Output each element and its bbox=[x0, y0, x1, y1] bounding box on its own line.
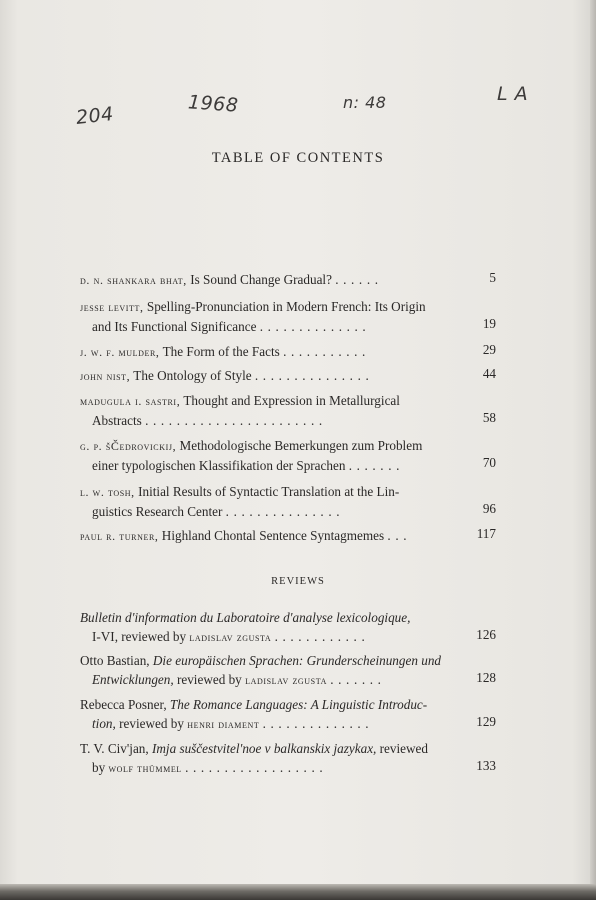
review-reviewer: henri diament bbox=[187, 717, 260, 731]
toc-title: Spelling-Pronunciation in Modern French: Its Origin bbox=[146, 299, 426, 314]
review-entry: Rebecca Posner, The Romance Languages: A Linguistic Introduc- tion, reviewed by henri diament .............. bbox=[80, 697, 428, 731]
reviews-heading: REVIEWS bbox=[271, 576, 325, 587]
handwritten-note: L A bbox=[497, 83, 529, 105]
toc-entry: jesse levitt, Spelling-Pronunciation in Modern French: Its Origin and Its Functional Significance .............. bbox=[80, 299, 426, 334]
toc-entry: j. w. f. mulder, The Form of the Facts ........... bbox=[80, 344, 370, 359]
toc-author: jesse levitt, bbox=[80, 300, 144, 314]
review-text: I-VI, reviewed by bbox=[92, 629, 187, 644]
toc-title-cont: Abstracts bbox=[92, 413, 142, 428]
page-edge bbox=[590, 0, 596, 900]
toc-author: g. p. šČedrovickij, bbox=[80, 439, 177, 453]
toc-title-cont: guistics Research Center bbox=[92, 504, 223, 519]
review-title: Die europäischen Sprachen: Grunderscheinungen und bbox=[152, 653, 442, 668]
page-title: TABLE OF CONTENTS bbox=[211, 150, 385, 166]
toc-title: Thought and Expression in Metallurgical bbox=[183, 393, 400, 408]
toc-title: Highland Chontal Sentence Syntagmemes bbox=[161, 528, 385, 543]
toc-entry: l. w. tosh, Initial Results of Syntactic Translation at the Lin- guistics Research Center ............... bbox=[80, 484, 400, 519]
review-page: 133 bbox=[476, 758, 496, 773]
review-author: Rebecca Posner, bbox=[80, 697, 167, 712]
review-reviewer: ladislav zgusta bbox=[189, 630, 272, 644]
review-text: reviewed by bbox=[119, 716, 184, 731]
toc-entry: g. p. šČedrovickij, Methodologische Bemerkungen zum Problem einer typologischen Klassifikation der Sprachen ....... bbox=[80, 438, 423, 473]
review-title: Imja suščestvitel'noe v balkanskix jazykax, bbox=[151, 741, 377, 756]
review-page: 126 bbox=[476, 627, 496, 642]
toc-page: 44 bbox=[482, 366, 496, 381]
review-reviewer: wolf thümmel bbox=[108, 761, 182, 775]
toc-title-cont: and Its Functional Significance bbox=[92, 319, 257, 334]
review-text: reviewed bbox=[379, 741, 428, 756]
review-entry: Bulletin d'information du Laboratoire d'analyse lexicologique, I-VI, reviewed by ladislav zgusta ............ bbox=[80, 608, 456, 647]
toc-title: The Ontology of Style bbox=[133, 368, 252, 383]
handwritten-note: 204 bbox=[74, 103, 115, 129]
toc-entry: paul r. turner, Highland Chontal Sentence Syntagmemes ... bbox=[80, 528, 412, 543]
toc-page: 29 bbox=[482, 342, 496, 357]
review-page: 129 bbox=[476, 714, 496, 729]
review-entry: T. V. Civ'jan, Imja suščestvitel'noe v balkanskix jazykax, reviewed by wolf thümmel .................. bbox=[80, 741, 428, 775]
scanner-edge bbox=[0, 884, 596, 900]
toc-title: Methodologische Bemerkungen zum Problem bbox=[179, 438, 423, 453]
toc-entry: john nist, The Ontology of Style ............... bbox=[80, 368, 374, 383]
toc-title-cont: einer typologischen Klassifikation der Sprachen bbox=[92, 458, 346, 473]
toc-author: john nist, bbox=[80, 369, 131, 383]
review-title-cont: tion, bbox=[92, 716, 116, 731]
toc-entry: d. n. shankara bhat, Is Sound Change Gradual? ...... bbox=[80, 272, 383, 287]
toc-entry: madugula i. sastri, Thought and Expression in Metallurgical Abstracts ....................... bbox=[80, 393, 400, 428]
review-title: The Romance Languages: A Linguistic Introduc- bbox=[169, 697, 428, 712]
toc-page: 70 bbox=[482, 455, 496, 470]
review-author: Otto Bastian, bbox=[80, 653, 150, 668]
toc-title: Initial Results of Syntactic Translation at the Lin- bbox=[138, 484, 400, 499]
review-entry: Otto Bastian, Die europäischen Sprachen: Grunderscheinungen und Entwicklungen, reviewed by ladislav zgusta ....... bbox=[80, 653, 442, 687]
review-title-cont: Entwicklungen, bbox=[92, 672, 174, 687]
toc-title: The Form of the Facts bbox=[162, 344, 280, 359]
review-text: by bbox=[92, 760, 106, 775]
handwritten-note: 1968 bbox=[187, 91, 240, 117]
toc-page: 19 bbox=[482, 316, 496, 331]
toc-author: l. w. tosh, bbox=[80, 485, 135, 499]
toc-author: madugula i. sastri, bbox=[80, 394, 181, 408]
review-author: T. V. Civ'jan, bbox=[80, 741, 149, 756]
handwritten-note: n: 48 bbox=[343, 93, 387, 112]
toc-author: d. n. shankara bhat, bbox=[80, 273, 187, 287]
toc-page: 5 bbox=[489, 270, 496, 285]
review-page: 128 bbox=[476, 670, 496, 685]
review-title: Bulletin d'information du Laboratoire d'analyse lexicologique, bbox=[80, 610, 411, 625]
toc-author: j. w. f. mulder, bbox=[80, 345, 160, 359]
review-reviewer: ladislav zgusta bbox=[245, 673, 327, 687]
review-text: reviewed by bbox=[176, 672, 242, 687]
toc-page: 58 bbox=[482, 410, 496, 425]
toc-page: 96 bbox=[482, 501, 496, 516]
toc-author: paul r. turner, bbox=[80, 529, 159, 543]
toc-page: 117 bbox=[476, 526, 496, 541]
toc-title: Is Sound Change Gradual? bbox=[190, 272, 332, 287]
